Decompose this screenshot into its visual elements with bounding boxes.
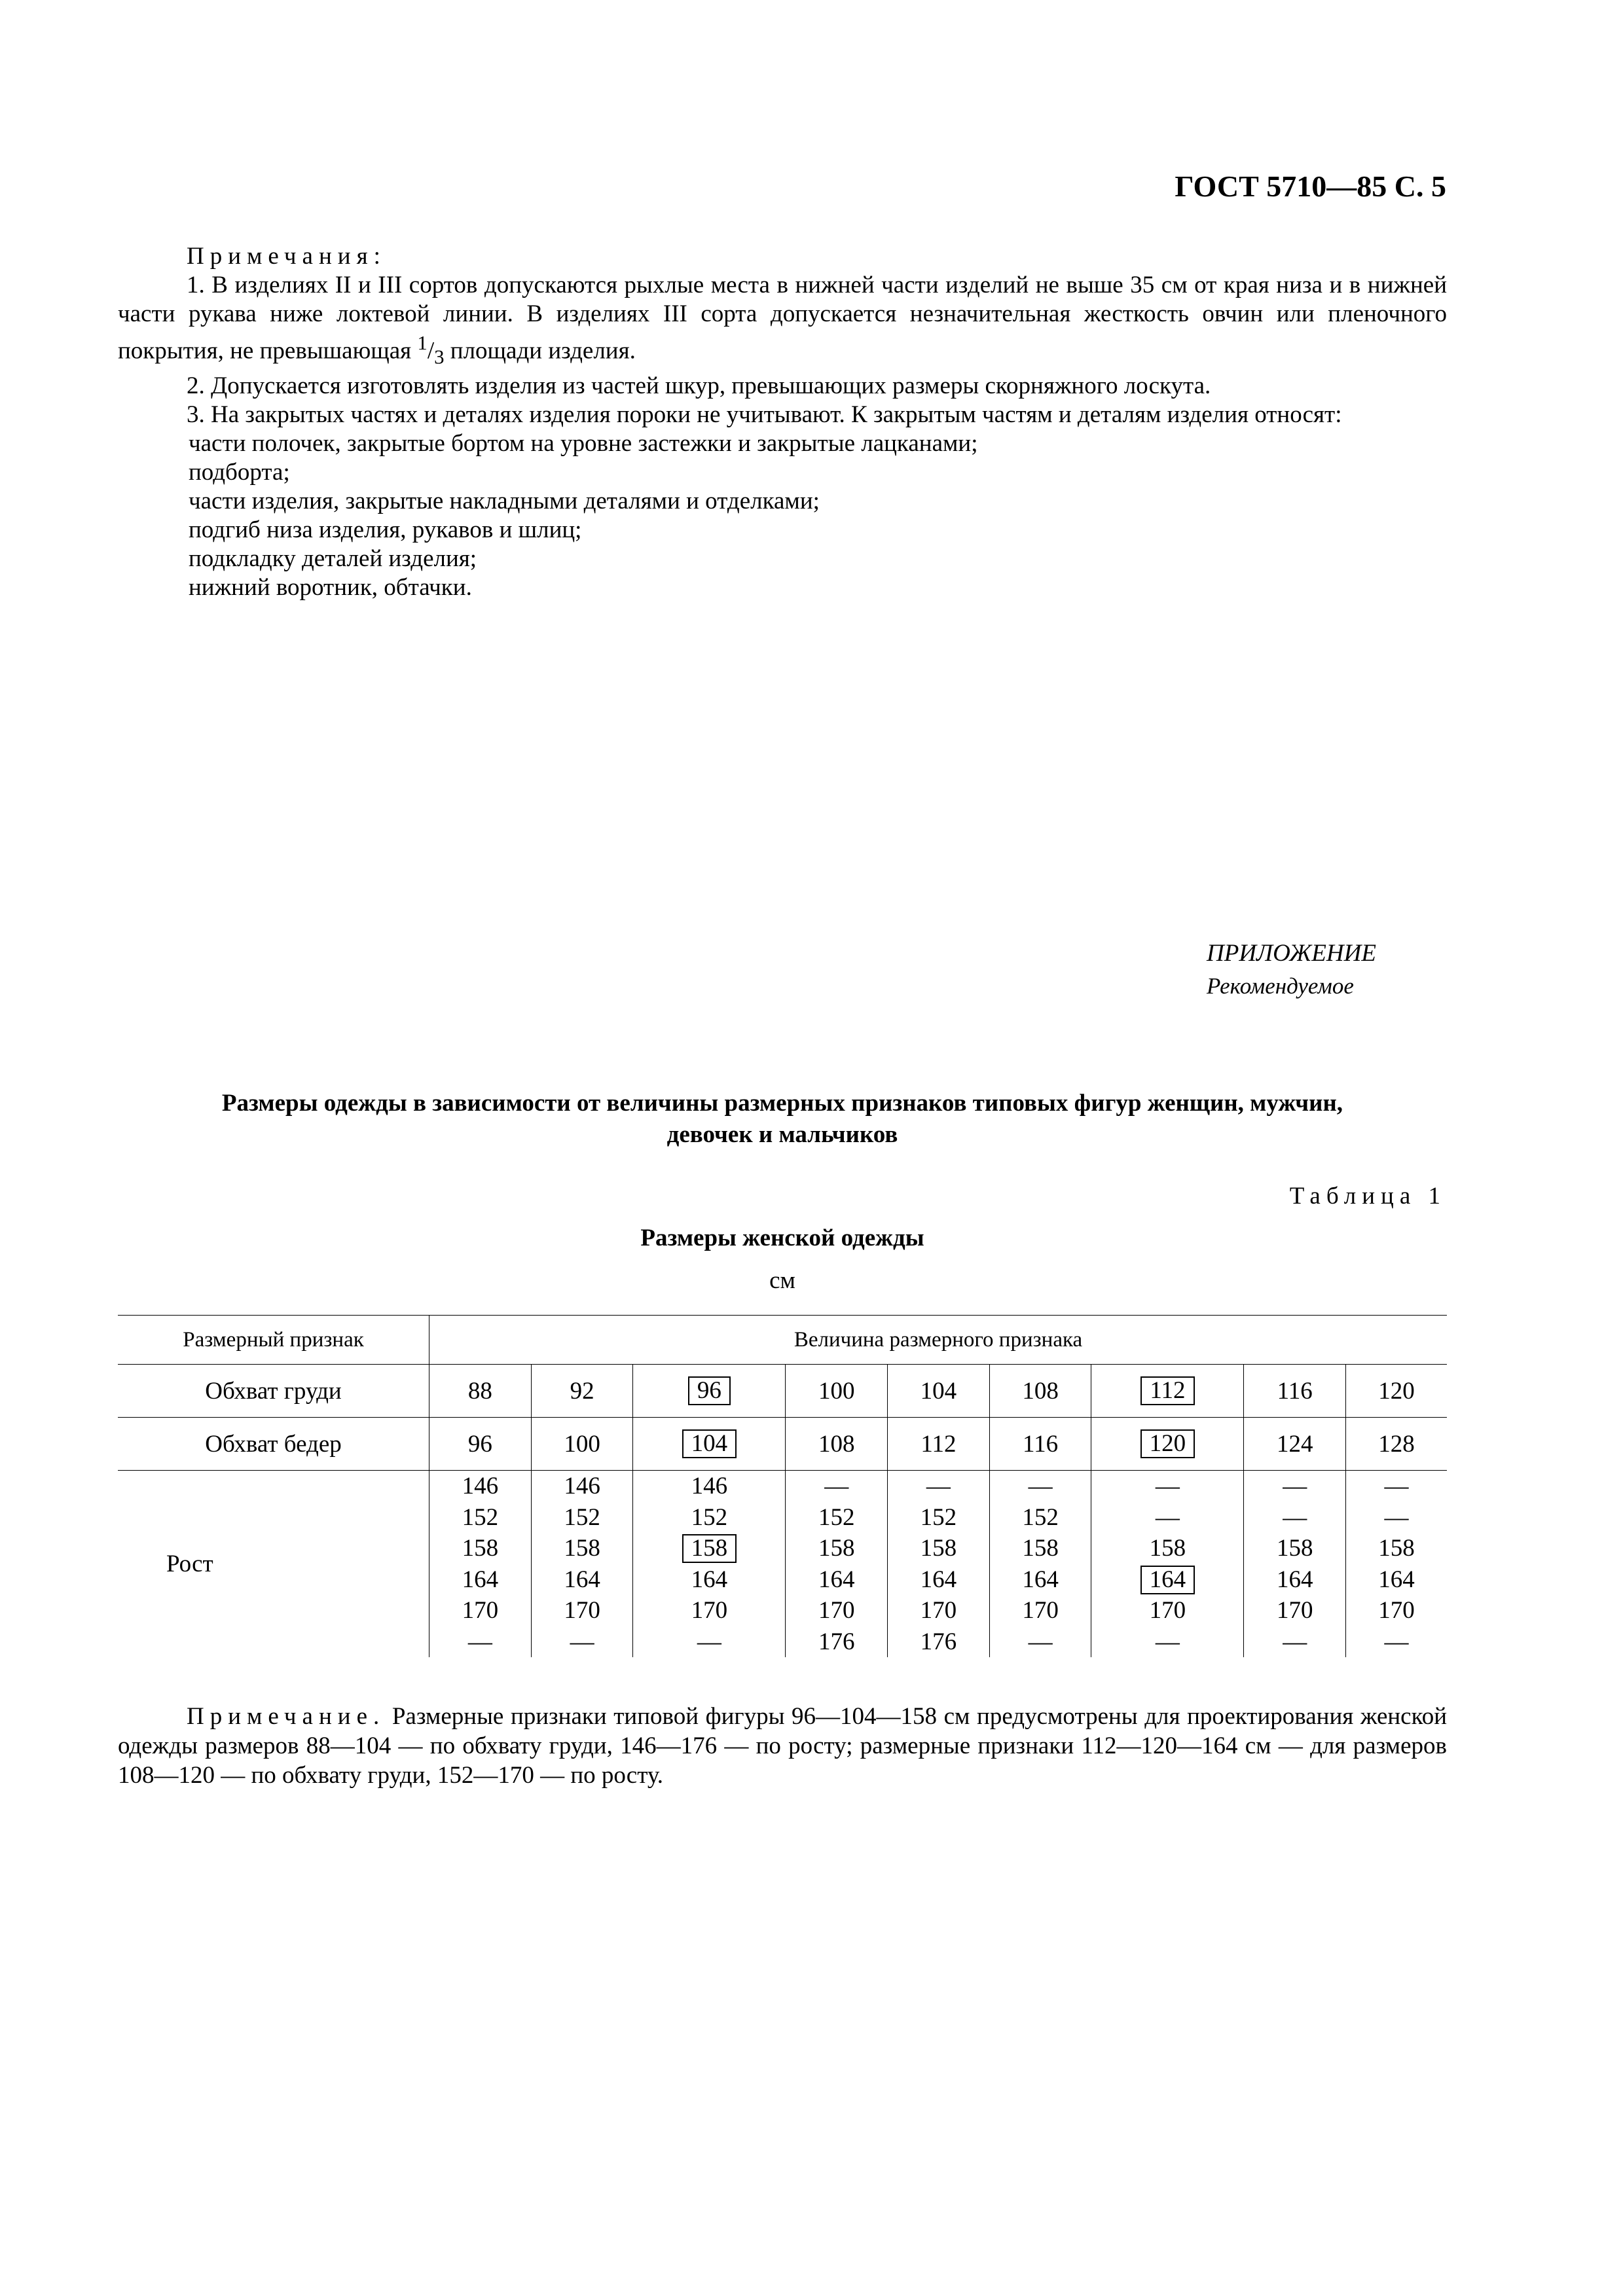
table-cell: 146 — [462, 1473, 499, 1499]
table-cell: — — [1384, 1628, 1409, 1655]
table-row-height — [118, 1471, 1447, 1658]
table-cell: 146 — [691, 1473, 728, 1499]
table-cell: 146 — [564, 1473, 600, 1499]
row-label-height: Рост — [118, 1471, 429, 1658]
table-cell: — — [570, 1628, 594, 1655]
height-column — [989, 1471, 1091, 1658]
table-cell: 88 — [429, 1365, 532, 1418]
height-column — [633, 1471, 786, 1658]
table-cell: — — [1283, 1503, 1307, 1531]
table-cell: 164 — [1276, 1566, 1313, 1593]
height-column — [786, 1471, 888, 1658]
table-cell: 112 — [888, 1418, 990, 1471]
table-cell-boxed — [633, 1533, 785, 1564]
table-cell: 104 — [888, 1365, 990, 1418]
table-cell: 164 — [691, 1566, 728, 1593]
row-label-hips: Обхват бедер — [118, 1418, 429, 1471]
table-cell: 170 — [1149, 1597, 1186, 1624]
section-title-line-2: девочек и мальчиков — [666, 1121, 898, 1148]
table-cell: 170 — [462, 1597, 499, 1624]
table-cell: — — [926, 1473, 951, 1499]
table-cell: 164 — [462, 1566, 499, 1593]
table-cell: — — [1155, 1503, 1180, 1531]
table-cell: 116 — [1244, 1365, 1346, 1418]
height-column — [429, 1471, 532, 1658]
height-column — [1244, 1471, 1346, 1658]
note-1-text: 1. В изделиях II и III сортов допускаются рыхлые места в нижней части изделий не выше 35 см от края низа и в нижней части рукава ниже локтевой линии. В изделиях III сорта допускается незначительная жесткость овчин или пленочного покрытия, не превышающая — [118, 272, 1447, 365]
note-1: 1. В изделиях II и III сортов допускаются рыхлые места в нижней части изделий не выше 35 см от края низа и в нижней части рукава ниже локтевой линии. В изделиях III сорта допускается незначительная жесткость овчин или пленочного покрытия, не превышающая $^1/_3$ площади изделия. — [118, 272, 1447, 368]
table-cell-boxed — [633, 1365, 786, 1418]
table-cell: 120 — [1346, 1365, 1447, 1418]
list-item: части полочек, закрытые бортом на уровне застежки и закрытые лацканами; — [189, 429, 978, 457]
note-1-end: площади изделия. — [450, 337, 636, 365]
table-cell: 152 — [462, 1503, 499, 1531]
table-cell: — — [824, 1473, 849, 1499]
list-item: подгиб низа изделия, рукавов и шлиц; — [189, 516, 582, 543]
table-cell: 152 — [564, 1503, 600, 1531]
height-column — [1091, 1471, 1244, 1658]
table-cell: — — [1283, 1628, 1307, 1655]
table-cell: 158 — [1276, 1535, 1313, 1562]
table-cell: 158 — [1022, 1535, 1059, 1562]
table-cell: 96 — [429, 1418, 532, 1471]
table-cell-boxed — [1091, 1564, 1243, 1596]
table-cell: 152 — [818, 1503, 855, 1531]
table-cell: — — [467, 1628, 492, 1655]
table-cell: 176 — [920, 1628, 957, 1655]
section-title-line-1: Размеры одежды в зависимости от величины размерных признаков типовых фигур женщин, мужчин, — [221, 1090, 1343, 1117]
table-cell: 100 — [786, 1365, 888, 1418]
table-cell: 170 — [818, 1597, 855, 1624]
table-cell: 108 — [786, 1418, 888, 1471]
notes-section — [118, 242, 1447, 602]
column-header-value: Величина размерного признака — [429, 1316, 1448, 1365]
table-cell: 116 — [989, 1418, 1091, 1471]
appendix-block — [1207, 937, 1376, 1003]
footnote-text: Размерные признаки типовой фигуры 96—104—158 см предусмотрены для проектирования женской одежды размеров 88—104 — по обхвату груди, 146—176 — по росту; размерные признаки 112—120—164 см — для размеров 108—120 — по обхвату груди, 152—170 — по росту. — [118, 1703, 1447, 1789]
footnote-heading: Примечание. — [187, 1703, 386, 1730]
table-cell: — — [697, 1628, 721, 1655]
table-header-row — [118, 1316, 1447, 1365]
appendix-subtitle: Рекомендуемое — [1207, 973, 1354, 999]
table-cell-boxed — [633, 1418, 786, 1471]
height-column — [888, 1471, 990, 1658]
table-cell: — — [1028, 1628, 1053, 1655]
height-column — [531, 1471, 633, 1658]
table-cell: 152 — [691, 1503, 728, 1531]
table-cell: 158 — [920, 1535, 957, 1562]
row-label-chest: Обхват груди — [118, 1365, 429, 1418]
table-cell: 170 — [564, 1597, 600, 1624]
section-title — [118, 1088, 1447, 1151]
table-cell: 158 — [1149, 1535, 1186, 1562]
notes-heading: Примечания: — [187, 243, 386, 270]
table-cell: 128 — [1346, 1418, 1447, 1471]
height-column — [1346, 1471, 1447, 1658]
table-cell: 158 — [818, 1535, 855, 1562]
table-cell: — — [1384, 1473, 1409, 1499]
table-cell: 152 — [920, 1503, 957, 1531]
table-cell: 164 — [920, 1566, 957, 1593]
table-cell: 170 — [1276, 1597, 1313, 1624]
boxed-value: 120 — [1140, 1429, 1195, 1458]
sizes-table — [118, 1315, 1447, 1657]
table-cell: 170 — [1022, 1597, 1059, 1624]
table-cell: 164 — [818, 1566, 855, 1593]
table-cell: 152 — [1022, 1503, 1059, 1531]
table-cell: 124 — [1244, 1418, 1346, 1471]
table-cell: 170 — [1378, 1597, 1415, 1624]
appendix-title: ПРИЛОЖЕНИЕ — [1207, 940, 1376, 967]
boxed-value: 104 — [682, 1429, 737, 1458]
list-item: подборта; — [189, 458, 290, 486]
table-cell: 176 — [818, 1628, 855, 1655]
table-title: Размеры женской одежды — [640, 1225, 924, 1251]
column-header-feature: Размерный признак — [118, 1316, 429, 1365]
boxed-value: 158 — [682, 1534, 737, 1563]
table-footnote — [118, 1702, 1447, 1790]
fraction-denominator: 3 — [434, 346, 445, 368]
table-unit: см — [769, 1267, 795, 1294]
list-item: нижний воротник, обтачки. — [189, 573, 472, 601]
table-cell: 100 — [531, 1418, 633, 1471]
table-cell: — — [1384, 1503, 1409, 1531]
table-cell: — — [1155, 1628, 1180, 1655]
table-cell: 92 — [531, 1365, 633, 1418]
fraction-numerator: 1 — [417, 332, 428, 354]
table-cell: 164 — [1022, 1566, 1059, 1593]
list-item: части изделия, закрытые накладными деталями и отделками; — [189, 487, 820, 514]
table-row-chest — [118, 1365, 1447, 1418]
table-cell: 108 — [989, 1365, 1091, 1418]
table-row-hips — [118, 1418, 1447, 1471]
boxed-value: 112 — [1140, 1376, 1194, 1405]
table-cell: — — [1283, 1473, 1307, 1499]
table-cell: 158 — [462, 1535, 499, 1562]
table-cell: 158 — [564, 1535, 600, 1562]
table-cell: 170 — [691, 1597, 728, 1624]
table-cell-boxed — [1091, 1365, 1244, 1418]
table-cell: 164 — [564, 1566, 600, 1593]
boxed-value: 96 — [688, 1376, 731, 1405]
note-2: 2. Допускается изготовлять изделия из частей шкур, превышающих размеры скорняжного лоскута. — [187, 372, 1211, 399]
table-cell: — — [1155, 1473, 1180, 1499]
table-cell: 164 — [1378, 1566, 1415, 1593]
table-cell: — — [1028, 1473, 1053, 1499]
page-header: ГОСТ 5710—85 С. 5 — [1175, 170, 1446, 203]
table-cell: 170 — [920, 1597, 957, 1624]
list-item: подкладку деталей изделия; — [189, 545, 477, 572]
table-cell-boxed — [1091, 1418, 1244, 1471]
table-cell: 158 — [1378, 1535, 1415, 1562]
boxed-value: 164 — [1140, 1566, 1195, 1594]
table-label: Таблица 1 — [1289, 1183, 1446, 1210]
note-3: 3. На закрытых частях и деталях изделия пороки не учитывают. К закрытым частям и деталям изделия относят: — [187, 401, 1342, 428]
